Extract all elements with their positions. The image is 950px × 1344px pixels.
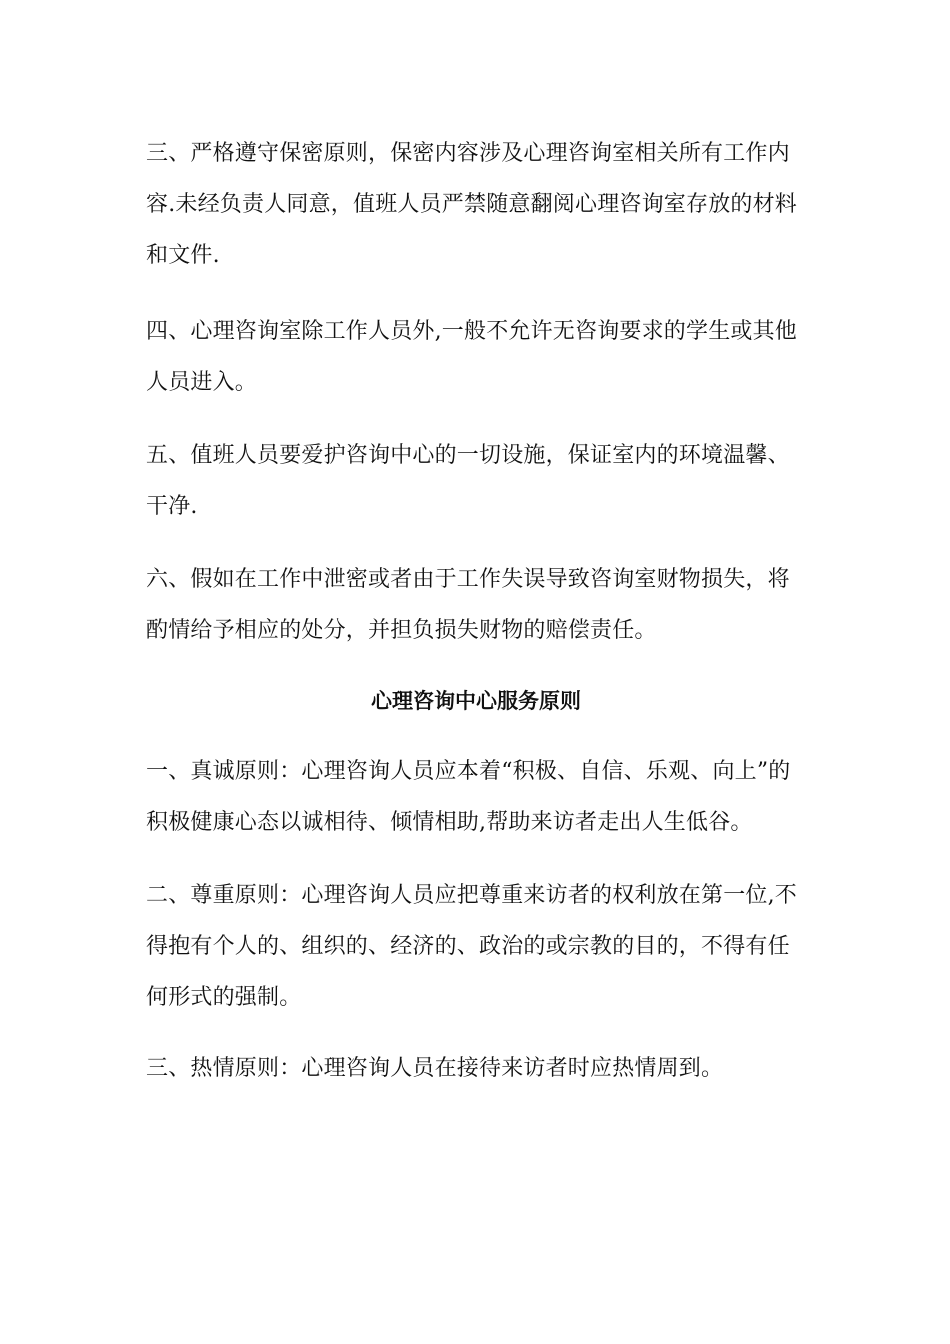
paragraph-respect-principle: 二、尊重原则：心理咨询人员应把尊重来访者的权利放在第一位,不得抱有个人的、组织的、经济的、政治的或宗教的目的，不得有任何形式的强制。 [146,883,797,1010]
paragraph-warmth-principle: 三、热情原则：心理咨询人员在接待来访者时应热情周到。 [146,1056,724,1081]
paragraph-confidentiality: 三、严格遵守保密原则，保密内容涉及心理咨询室相关所有工作内容.未经负责人同意，值班人员严禁随意翻阅心理咨询室存放的材料和文件. [146,141,797,268]
document-body [146,128,806,1094]
paragraph-sincerity-principle: 一、真诚原则：心理咨询人员应本着“积极、自信、乐观、向上”的积极健康心态以诚相待、倾情相助,帮助来访者走出人生低谷。 [146,759,791,835]
paragraph-facility-care: 五、值班人员要爱护咨询中心的一切设施，保证室内的环境温馨、干净. [146,443,790,519]
section-title: 心理咨询中心服务原则 [371,689,581,713]
paragraph-penalty: 六、假如在工作中泄密或者由于工作失误导致咨询室财物损失，将酌情给予相应的处分，并担负损失财物的赔偿责任。 [146,567,790,643]
paragraph-room-access: 四、心理咨询室除工作人员外,一般不允许无咨询要求的学生或其他人员进入。 [146,319,797,395]
